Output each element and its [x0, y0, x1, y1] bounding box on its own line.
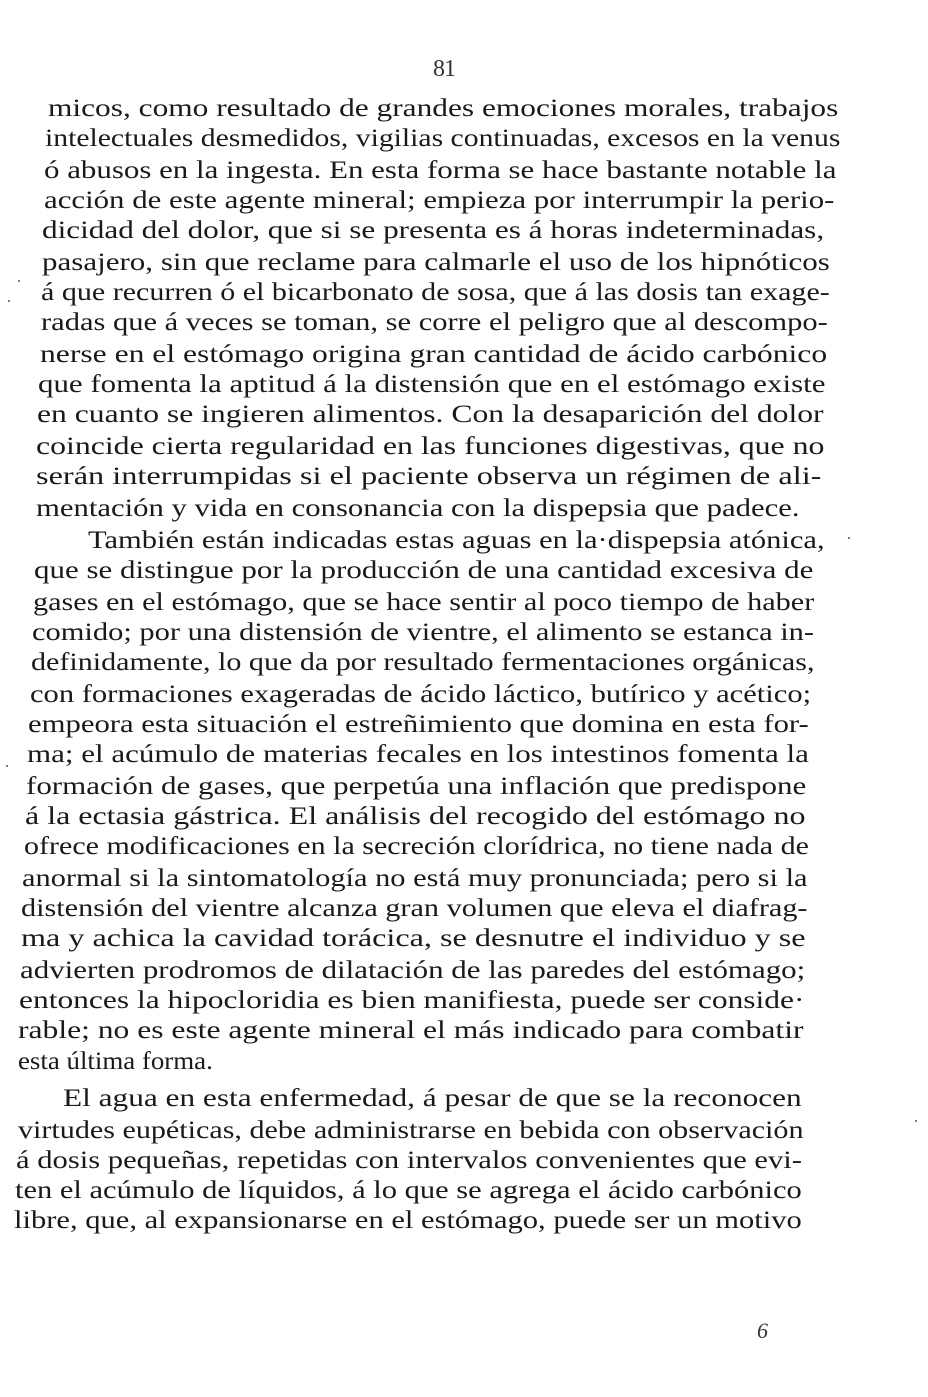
text-line: á que recurren ó el bicarbonato de sosa, que á las dosis tan exage- [41, 277, 830, 306]
text-line: El agua en esta enfermedad, á pesar de que se la reconocen [63, 1083, 802, 1112]
text-line: pasajero, sin que reclame para calmarle el uso de los hipnóticos [42, 247, 830, 276]
text-line: También están indicadas estas aguas en la·dispepsia atónica, [88, 525, 825, 554]
text-line: que fomenta la aptitud á la distensión que en el estómago existe [38, 369, 826, 398]
text-line: que se distingue por la producción de una cantidad excesiva de [34, 555, 814, 584]
text-line: comido; por una distensión de vientre, el alimento se estanca in- [32, 617, 815, 646]
text-line: micos, como resultado de grandes emociones morales, trabajos [48, 93, 839, 122]
text-line: radas que á veces se toman, se corre el peligro que al descompo- [41, 307, 828, 336]
scan-speck [915, 1120, 917, 1122]
text-line: ten el acúmulo de líquidos, á lo que se agrega el ácido carbónico [15, 1175, 802, 1204]
text-line: coincide cierta regularidad en las funciones digestivas, que no [36, 431, 825, 460]
text-line: á dosis pequeñas, repetidas con intervalos convenientes que evi- [16, 1145, 803, 1174]
text-line: intelectuales desmedidos, vigilias continuadas, excesos en la venus [45, 123, 841, 152]
text-line: esta última forma. [18, 1046, 213, 1075]
text-line: entonces la hipocloridia es bien manifiesta, puede ser conside· [19, 985, 805, 1014]
text-line: mentación y vida en consonancia con la dispepsia que padece. [36, 493, 800, 522]
text-line: ma; el acúmulo de materias fecales en los intestinos fomenta la [27, 739, 809, 768]
page-signature-footer: 6 [757, 1318, 768, 1343]
text-line: á la ectasia gástrica. El análisis del recogido del estómago no [25, 801, 806, 830]
text-line: advierten prodromos de dilatación de las paredes del estómago; [20, 955, 806, 984]
text-line: dicidad del dolor, que si se presenta es á horas indeterminadas, [42, 215, 825, 244]
text-line: ó abusos en la ingesta. En esta forma se hace bastante notable la [44, 155, 837, 184]
text-line: en cuanto se ingieren alimentos. Con la desaparición del dolor [37, 399, 824, 428]
scan-speck [18, 280, 20, 282]
text-line: gases en el estómago, que se hace sentir al poco tiempo de haber [33, 587, 815, 616]
text-line: libre, que, al expansionarse en el estómago, puede ser un motivo [14, 1205, 802, 1234]
text-line: anormal si la sintomatología no está muy pronunciada; pero si la [22, 863, 808, 892]
text-line: empeora esta situación el estreñimiento que domina en esta for- [28, 709, 809, 738]
text-line: nerse en el estómago origina gran cantidad de ácido carbónico [40, 339, 828, 368]
text-line: ofrece modificaciones en la secreción clorídrica, no tiene nada de [24, 831, 809, 860]
scan-speck [848, 537, 850, 539]
text-line: acción de este agente mineral; empieza por interrumpir la perio- [44, 185, 835, 214]
text-line: distensión del vientre alcanza gran volumen que eleva el diafrag- [21, 893, 808, 922]
text-line: virtudes eupéticas, debe administrarse en bebida con observación [18, 1115, 804, 1144]
page-number-header: 81 [433, 56, 455, 82]
text-line: rable; no es este agente mineral el más indicado para combatir [18, 1015, 804, 1044]
text-line: definidamente, lo que da por resultado fermentaciones orgánicas, [31, 647, 815, 676]
text-line: con formaciones exageradas de ácido láctico, butírico y acético; [30, 679, 812, 708]
scan-speck [8, 300, 10, 302]
text-line: serán interrumpidas si el paciente observa un régimen de ali- [36, 461, 822, 490]
text-line: formación de gases, que perpetúa una inflación que predispone [26, 771, 807, 800]
scan-speck [6, 765, 8, 767]
text-line: ma y achica la cavidad torácica, se desnutre el individuo y se [21, 923, 806, 952]
